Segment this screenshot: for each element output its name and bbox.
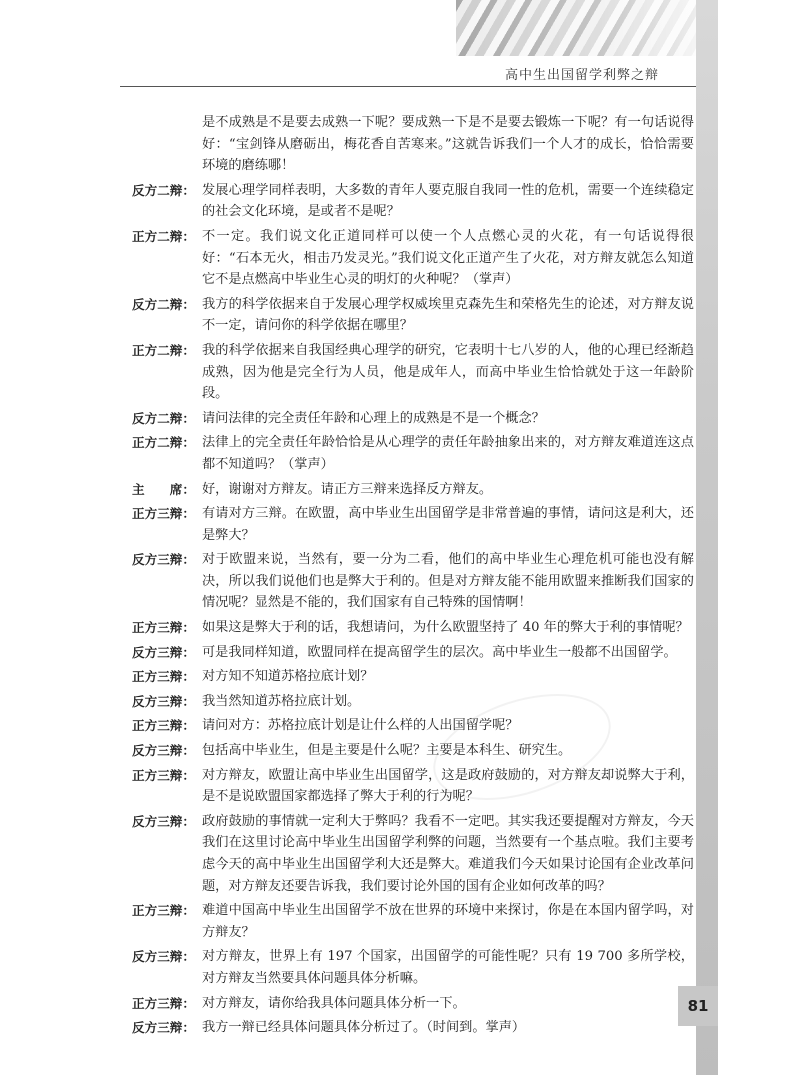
transcript-paragraph (132, 666, 694, 688)
paragraph-text: 发展心理学同样表明，大多数的青年人要克服自我同一性的危机，需要一个连续稳定的社会文化环境，是或者不是呢？ (202, 182, 694, 220)
transcript-paragraph (132, 479, 694, 501)
transcript-paragraph (132, 503, 694, 546)
transcript-paragraph (132, 811, 694, 897)
speaker-label: 正方三辩： (132, 767, 195, 783)
page-number: 81 (678, 986, 718, 1026)
paragraph-text: 我的科学依据来自我国经典心理学的研究，它表明十七八岁的人，他的心理已经渐趋成熟，因为他是完全行为人员，他是成年人，而高中毕业生恰恰就处于这一年龄阶段。 (202, 342, 694, 402)
speaker-label: 正方二辩： (132, 435, 195, 451)
header-decoration (456, 0, 718, 56)
speaker-label: 反方三辩： (132, 743, 195, 759)
transcript-paragraph (132, 946, 694, 989)
speaker-label: 反方三辩： (132, 949, 195, 965)
speaker-label: 反方三辩： (132, 813, 195, 829)
paragraph-text: 对方辩友，欧盟让高中毕业生出国留学，这是政府鼓励的，对方辩友却说弊大于利，是不是说欧盟国家都选择了弊大于利的行为呢？ (202, 767, 694, 805)
paragraph-text: 法律上的完全责任年龄恰恰是从心理学的责任年龄抽象出来的，对方辩友难道连这点都不知道吗？（掌声） (202, 435, 694, 472)
transcript-paragraph (132, 740, 694, 762)
transcript-paragraph (132, 765, 694, 808)
paragraph-text: 对方辩友，请你给我具体问题具体分析一下。 (202, 995, 466, 1011)
paragraph-text: 政府鼓励的事情就一定利大于弊吗？我看不一定吧。其实我还要提醒对方辩友，今天我们在这里讨论高中毕业生出国留学利弊的问题，当然要有一个基点啦。我们主要考虑今天的高中毕业生出国留学利大还是弊大。难道我们今天如果讨论国有企业改革问题，对方辩友还要告诉我，我们要讨论外国的国有企业如何改革的吗？ (202, 813, 694, 894)
paragraph-text: 不一定。我们说文化正道同样可以使一个人点燃心灵的火花，有一句话说得很好：“石本无火，相击乃发灵光。”我们说文化正道产生了火花，对方辩友就怎么知道它不是点燃高中毕业生心灵的明灯的火种呢？（掌声） (202, 228, 694, 288)
speaker-label: 正方三辩： (132, 669, 195, 685)
speaker-label: 反方三辩： (132, 552, 195, 568)
transcript-paragraph (132, 1017, 694, 1039)
speaker-label: 正方三辩： (132, 620, 195, 636)
paragraph-text: 好，谢谢对方辩友。请正方三辩来选择反方辩友。 (202, 481, 493, 497)
paragraph-text: 请问对方：苏格拉底计划是让什么样的人出国留学呢？ (202, 718, 519, 734)
header-rule (120, 86, 696, 87)
transcript-paragraph (132, 408, 694, 430)
paragraph-text: 对方辩友，世界上有 197 个国家，出国留学的可能性呢？只有 19 700 多所学校，对方辩友当然要具体问题具体分析嘛。 (202, 949, 694, 986)
speaker-label: 反方三辩： (132, 1020, 195, 1036)
speaker-label: 正方三辩： (132, 995, 195, 1011)
transcript-paragraph (132, 715, 694, 737)
transcript-paragraph (132, 642, 694, 664)
speaker-label: 正方二辩： (132, 228, 195, 244)
transcript-paragraph (132, 993, 694, 1015)
speaker-label: 反方二辩： (132, 410, 195, 426)
speaker-label: 主 席： (132, 481, 195, 497)
speaker-label: 正方三辩： (132, 718, 195, 734)
paragraph-text: 对方知不知道苏格拉底计划？ (202, 669, 374, 685)
speaker-label: 正方三辩： (132, 506, 195, 522)
paragraph-text: 包括高中毕业生，但是主要是什么呢？主要是本科生、研究生。 (202, 743, 572, 759)
paragraph-text: 我方一辩已经具体问题具体分析过了。（时间到。掌声） (202, 1020, 526, 1036)
transcript-paragraph (132, 549, 694, 614)
paragraph-text: 难道中国高中毕业生出国留学不放在世界的环境中来探讨，你是在本国内留学吗，对方辩友？ (202, 903, 694, 940)
paragraph-text: 是不成熟是不是要去成熟一下呢？要成熟一下是不是要去锻炼一下呢？有一句话说得好：“宝剑锋从磨砺出，梅花香自苦寒来。”这就告诉我们一个人才的成长，恰恰需要环境的磨练哪！ (202, 115, 694, 174)
transcript-paragraph (132, 432, 694, 475)
transcript-paragraph (132, 617, 694, 639)
speaker-label: 反方三辩： (132, 644, 195, 660)
page-edge-strip (696, 0, 718, 1075)
speaker-label: 正方二辩： (132, 342, 195, 358)
paragraph-text: 有请对方三辩。在欧盟，高中毕业生出国留学是非常普遍的事情，请问这是利大，还是弊大？ (202, 506, 694, 543)
paragraph-text: 我方的科学依据来自于发展心理学权威埃里克森先生和荣格先生的论述，对方辩友说不一定，请问你的科学依据在哪里？ (202, 296, 694, 334)
speaker-label: 反方三辩： (132, 693, 195, 709)
running-header-title: 高中生出国留学利弊之辩 (505, 68, 660, 83)
transcript-paragraph (132, 340, 694, 405)
speaker-label: 正方三辩： (132, 903, 195, 919)
transcript-paragraph (132, 691, 694, 713)
paragraph-text: 请问法律的完全责任年龄和心理上的成熟是不是一个概念？ (202, 410, 545, 426)
transcript-paragraph (132, 112, 694, 177)
transcript-paragraph (132, 180, 694, 223)
debate-transcript (132, 112, 694, 1042)
paragraph-text: 可是我同样知道，欧盟同样在提高留学生的层次。高中毕业生一般都不出国留学。 (202, 644, 677, 660)
transcript-paragraph (132, 294, 694, 337)
speaker-label: 反方二辩： (132, 296, 195, 312)
transcript-paragraph (132, 226, 694, 291)
transcript-paragraph (132, 900, 694, 943)
paragraph-text: 我当然知道苏格拉底计划。 (202, 693, 361, 709)
speaker-label: 反方二辩： (132, 182, 195, 198)
paragraph-text: 如果这是弊大于利的话，我想请问，为什么欧盟坚持了 40 年的弊大于利的事情呢？ (202, 620, 689, 636)
paragraph-text: 对于欧盟来说，当然有，要一分为二看，他们的高中毕业生心理危机可能也没有解决，所以我们说他们也是弊大于利的。但是对方辩友能不能用欧盟来推断我们国家的情况呢？显然是不能的，我们国家有自己特殊的国情啊！ (202, 552, 694, 611)
